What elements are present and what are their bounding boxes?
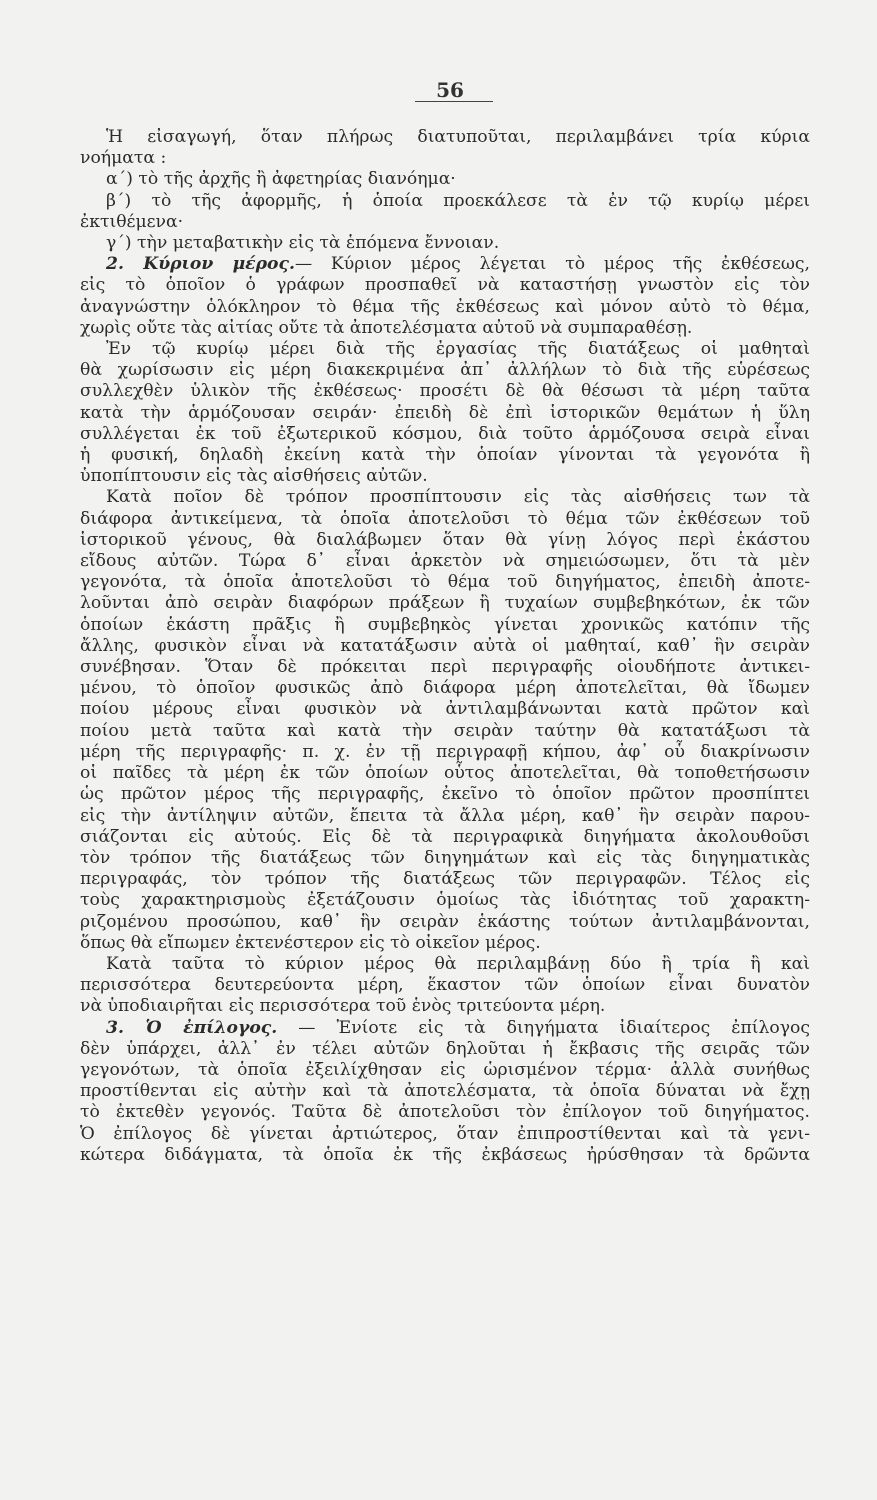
- line-text: Ἐν τῷ κυρίῳ μέρει διὰ τῆς ἐργασίας τῆς διατάξεως οἱ μαθηταὶ: [106, 339, 810, 360]
- line-text: α΄) τὸ τῆς ἀρχῆς ἢ ἀφετηρίας διανόημα·: [106, 169, 456, 190]
- line-text: ὑποπίπτουσιν εἰς τὰς αἰσθήσεις αὐτῶν.: [80, 466, 428, 487]
- text-line: [80, 318, 810, 339]
- line-text: ποίου μέρους εἶναι φυσικὸν νὰ ἀντιλαμβάνωνται κατὰ πρῶτον καὶ: [80, 699, 810, 720]
- text-line: [80, 848, 810, 869]
- text-line: [80, 233, 810, 254]
- text-line: [80, 530, 810, 551]
- text-line: [80, 890, 810, 911]
- line-text: περιγραφάς, τὸν τρόπον τῆς διατάξεως τῶν περιγραφῶν. Τέλος εἰς: [80, 869, 810, 890]
- text-line: [80, 148, 810, 169]
- text-line: [80, 381, 810, 402]
- text-line: [80, 360, 810, 381]
- line-text: ριζομένου προσώπου, καθ᾽ ἣν σειρὰν ἑκάστης τούτων ἀντιλαμβάνονται,: [80, 911, 810, 932]
- line-text: θὰ χωρίσωσιν εἰς μέρη διακεκριμένα ἀπ᾽ ἀλλήλων τὸ διὰ τῆς εὑρέσεως: [80, 360, 810, 381]
- text-line: [80, 1081, 810, 1102]
- text-line: [80, 466, 810, 487]
- text-line: [80, 954, 810, 975]
- text-line: [80, 763, 810, 784]
- text-line: [80, 445, 810, 466]
- line-text: ἱστορικοῦ γένους, θὰ διαλάβωμεν ὅταν θὰ γίνῃ λόγος περὶ ἑκάστου: [80, 529, 810, 550]
- text-line: [80, 1124, 810, 1145]
- text-line: [80, 827, 810, 848]
- line-text: ἐκτιθέμενα·: [80, 211, 184, 232]
- line-text: περισσότερα δευτερεύοντα μέρη, ἕκαστον τῶν ὁποίων εἶναι δυνατὸν: [80, 975, 810, 996]
- line-text: ὁποίων ἑκάστη πρᾶξις ἢ συμβεβηκὸς γίνεται χρονικῶς κατόπιν τῆς: [80, 614, 810, 635]
- text-line: [80, 996, 810, 1017]
- text-line: [80, 339, 810, 360]
- line-text: εἴδους αὐτῶν. Τώρα δ᾽ εἶναι ἀρκετὸν νὰ σημειώσωμεν, ὅτι τὰ μὲν: [80, 551, 810, 572]
- text-line: [80, 275, 810, 296]
- line-text: ἄλλης, φυσικὸν εἶναι νὰ κατατάξωσιν αὐτὰ οἱ μαθηταί, καθ᾽ ἣν σειρὰν: [80, 635, 810, 656]
- page-number-rule: [415, 101, 493, 102]
- text-line: [80, 551, 810, 572]
- line-text: κατὰ τὴν ἁρμόζουσαν σειράν· ἐπειδὴ δὲ ἐπὶ ἱστορικῶν θεμάτων ἡ ὕλη: [80, 402, 810, 423]
- text-line: [80, 1060, 810, 1081]
- line-text: δὲν ὑπάρχει, ἀλλ᾽ ἐν τέλει αὐτῶν δηλοῦται ἡ ἔκβασις τῆς σειρᾶς τῶν: [80, 1038, 810, 1059]
- line-text: γεγονότα, τὰ ὁποῖα ἀποτελοῦσι τὸ θέμα τοῦ διηγήματος, ἐπειδὴ ἀποτε-: [80, 572, 810, 593]
- body-text: [80, 127, 810, 1166]
- text-line: [80, 254, 810, 275]
- line-text: ὡς πρῶτον μέρος τῆς περιγραφῆς, ἐκεῖνο τὸ ὁποῖον πρῶτον προσπίπτει: [80, 784, 810, 805]
- text-line: [80, 806, 810, 827]
- line-text: μέρη τῆς περιγραφῆς· π. χ. ἐν τῇ περιγραφῇ κήπου, ἀφ᾽ οὗ διακρίνωσιν: [80, 741, 810, 762]
- section-heading: 3. Ὁ ἐπίλογος.: [106, 1017, 278, 1038]
- line-text: Ἡ εἰσαγωγή, ὅταν πλήρως διατυποῦται, περιλαμβάνει τρία κύρια: [106, 127, 810, 147]
- line-text: ἡ φυσική, δηλαδὴ ἐκείνη κατὰ τὴν ὁποίαν γίνονται τὰ γεγονότα ἢ: [80, 445, 810, 466]
- line-text: Κατὰ ποῖον δὲ τρόπον προσπίπτουσιν εἰς τὰς αἰσθήσεις των τὰ: [106, 487, 810, 508]
- text-line: [80, 127, 810, 148]
- text-line: [80, 636, 810, 657]
- line-text: συλλέγεται ἐκ τοῦ ἐξωτερικοῦ κόσμου, διὰ τοῦτο ἁρμόζουσα σειρὰ εἶναι: [80, 423, 810, 444]
- text-line: [80, 1039, 810, 1060]
- text-line: [80, 1102, 810, 1123]
- page-number: 56: [436, 78, 464, 102]
- text-line: [80, 933, 810, 954]
- line-text: εἰς τὴν ἀντίληψιν αὐτῶν, ἔπειτα τὰ ἄλλα μέρη, καθ᾽ ἣν σειρὰν παρου-: [80, 805, 810, 826]
- line-text: προστίθενται εἰς αὐτὴν καὶ τὰ ἀποτελέσματα, τὰ ὁποῖα δύναται νὰ ἔχῃ: [80, 1081, 810, 1102]
- line-text: Ὁ ἐπίλογος δὲ γίνεται ἀρτιώτερος, ὅταν ἐπιπροστίθενται καὶ τὰ γενι-: [80, 1123, 810, 1144]
- text-line: [80, 509, 810, 530]
- line-text: γ΄) τὴν μεταβατικὴν εἰς τὰ ἑπόμενα ἔννοιαν.: [106, 233, 500, 254]
- text-line: [80, 721, 810, 742]
- text-line: [80, 912, 810, 933]
- text-line: [80, 593, 810, 614]
- text-line: [80, 191, 810, 212]
- line-text: γεγονότων, τὰ ὁποῖα ἐξειλίχθησαν εἰς ὡρισμένον τέρμα· ἀλλὰ συνήθως: [80, 1059, 810, 1080]
- text-line: [80, 678, 810, 699]
- text-line: [80, 403, 810, 424]
- text-line: [80, 572, 810, 593]
- line-text: εἰς τὸ ὁποῖον ὁ γράφων προσπαθεῖ νὰ καταστήσῃ γνωστὸν εἰς τὸν: [80, 275, 810, 296]
- text-line: [80, 424, 810, 445]
- line-text: νὰ ὑποδιαιρῆται εἰς περισσότερα τοῦ ἑνὸς τριτεύοντα μέρη.: [80, 996, 606, 1017]
- text-line: [80, 1018, 810, 1039]
- line-text: διάφορα ἀντικείμενα, τὰ ὁποῖα ἀποτελοῦσι τὸ θέμα τῶν ἐκθέσεων τοῦ: [80, 508, 810, 529]
- line-text: τοὺς χαρακτηρισμοὺς ἐξετάζουσιν ὁμοίως τὰς ἰδιότητας τοῦ χαρακτη-: [80, 890, 810, 911]
- text-line: [80, 297, 810, 318]
- line-text: χωρὶς οὔτε τὰς αἰτίας οὔτε τὰ ἀποτελέσματα αὐτοῦ νὰ συμπαραθέσῃ.: [80, 317, 693, 338]
- text-line: [80, 487, 810, 508]
- text-line: [80, 869, 810, 890]
- line-text: συλλεχθὲν ὑλικὸν τῆς ἐκθέσεως· προσέτι δὲ θὰ θέσωσι τὰ μέρη ταῦτα: [80, 381, 810, 402]
- line-text: ὅπως θὰ εἴπωμεν ἐκτενέστερον εἰς τὸ οἰκεῖον μέρος.: [80, 932, 541, 953]
- line-text: κώτερα διδάγματα, τὰ ὁποῖα ἐκ τῆς ἐκβάσεως ἠρύσθησαν τὰ δρῶντα: [80, 1144, 810, 1165]
- line-text: νοήματα :: [80, 148, 167, 169]
- section-heading: 2. Κύριον μέρος.: [106, 254, 295, 275]
- line-text: — Ἐνίοτε εἰς τὰ διηγήματα ἰδιαίτερος ἐπίλογος: [277, 1017, 811, 1038]
- text-line: [80, 784, 810, 805]
- text-line: [80, 1145, 810, 1166]
- line-text: λοῦνται ἀπὸ σειρὰν διαφόρων πράξεων ἢ τυχαίων συμβεβηκότων, ἐκ τῶν: [80, 593, 810, 614]
- line-text: Κατὰ ταῦτα τὸ κύριον μέρος θὰ περιλαμβάνῃ δύο ἢ τρία ἢ καὶ: [106, 953, 810, 974]
- text-line: [80, 699, 810, 720]
- line-text: μένου, τὸ ὁποῖον φυσικῶς ἀπὸ διάφορα μέρη ἀποτελεῖται, θὰ ἴδωμεν: [80, 678, 810, 699]
- line-text: σιάζονται εἰς αὐτούς. Εἰς δὲ τὰ περιγραφικὰ διηγήματα ἀκολουθοῦσι: [80, 826, 810, 847]
- line-text: τὸ ἐκτεθὲν γεγονός. Ταῦτα δὲ ἀποτελοῦσι τὸν ἐπίλογον τοῦ διηγήματος.: [80, 1102, 810, 1123]
- text-line: [80, 742, 810, 763]
- line-text: τὸν τρόπον τῆς διατάξεως τῶν διηγημάτων καὶ εἰς τὰς διηγηματικὰς: [80, 847, 810, 868]
- text-line: [80, 615, 810, 636]
- text-line: [80, 975, 810, 996]
- line-text: συνέβησαν. Ὅταν δὲ πρόκειται περὶ περιγραφῆς οἱουδήποτε ἀντικει-: [80, 657, 810, 678]
- line-text: β΄) τὸ τῆς ἀφορμῆς, ἡ ὁποία προεκάλεσε τὰ ἐν τῷ κυρίῳ μέρει: [106, 190, 810, 211]
- text-line: [80, 169, 810, 190]
- text-line: [80, 657, 810, 678]
- line-text: ἀναγνώστην ὁλόκληρον τὸ θέμα τῆς ἐκθέσεως καὶ μόνον αὐτὸ τὸ θέμα,: [80, 296, 810, 317]
- line-text: — Κύριον μέρος λέγεται τὸ μέρος τῆς ἐκθέσεως,: [294, 254, 810, 275]
- line-text: ποίου μετὰ ταῦτα καὶ κατὰ τὴν σειρὰν ταύτην θὰ κατατάξωσι τὰ: [80, 720, 810, 741]
- text-line: [80, 212, 810, 233]
- line-text: οἱ παῖδες τὰ μέρη ἐκ τῶν ὁποίων οὗτος ἀποτελεῖται, θὰ τοποθετήσωσιν: [80, 763, 810, 784]
